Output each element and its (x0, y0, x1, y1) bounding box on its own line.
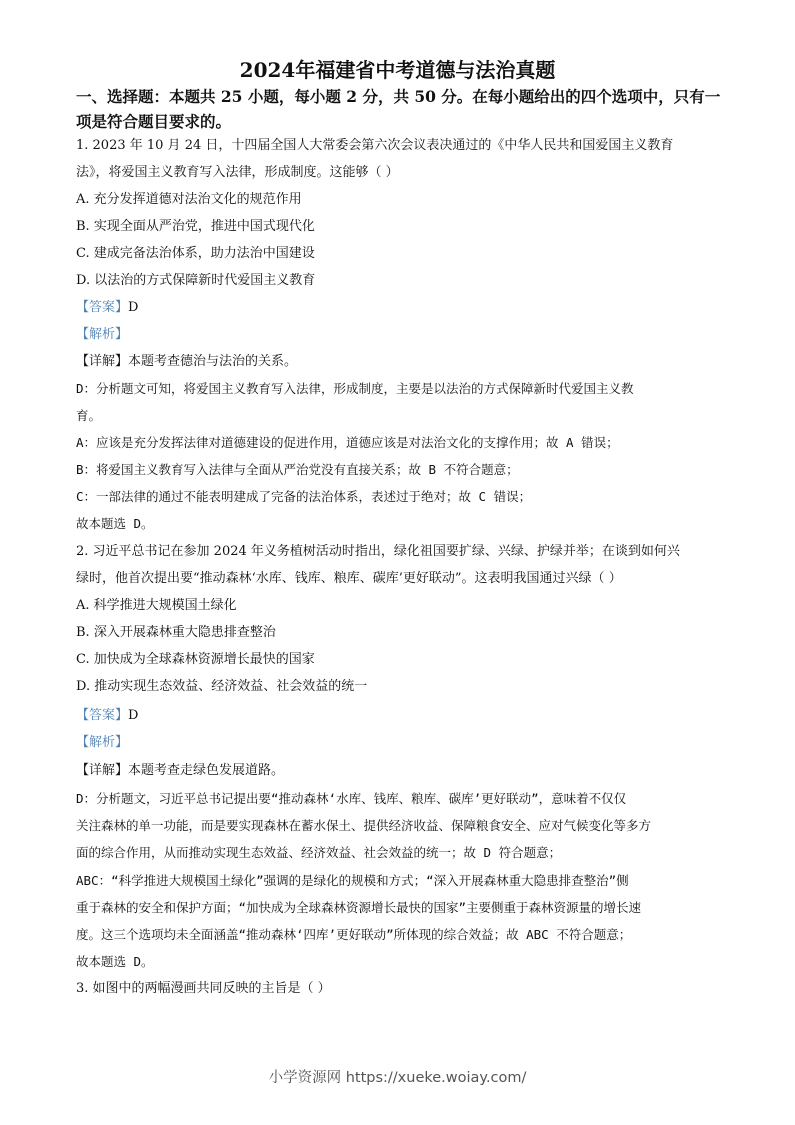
q2-explanation-line-5: 重于森林的安全和保护方面；“加快成为全球森林资源增长最快的国家”主要侧重于森林资源量的增长速 (76, 900, 642, 915)
section-heading-line-1: 一、选择题：本题共 25 小题，每小题 2 分，共 50 分。在每小题给出的四个选项中，只有一 (76, 87, 721, 106)
q1-stem-line-2: 法》，将爱国主义教育写入法律，形成制度。这能够（ ） (76, 165, 399, 180)
q1-option-c: C. 建成完备法治体系，助力法治中国建设 (76, 246, 315, 261)
document-title: 2024年福建省中考道德与法治真题 (239, 58, 556, 82)
q2-analysis-tag: 【解析】 (76, 735, 129, 750)
q3-stem-line-1: 3. 如图中的两幅漫画共同反映的主旨是（ ） (76, 981, 331, 996)
q1-explanation-line-2: 育。 (76, 408, 102, 423)
q2-option-b: B. 深入开展森林重大隐患排查整治 (76, 625, 276, 640)
detail-tag: 【详解】 (76, 763, 129, 778)
q2-answer (76, 707, 736, 725)
q1-answer (76, 299, 736, 317)
q2-explanation-line-1: D：分析题文，习近平总书记提出要“推动森林‘水库、钱库、粮库、碳库’更好联动”，意味着不仅仅 (76, 791, 627, 806)
q1-option-b: B. 实现全面从严治党，推进中国式现代化 (76, 219, 315, 234)
section-heading-line-2: 项是符合题目要求的。 (76, 112, 232, 131)
detail-intro: 本题考查走绿色发展道路。 (128, 763, 285, 778)
q2-explanation-line-4: ABC：“科学推进大规模国土绿化”强调的是绿化的规模和方式；“深入开展森林重大隐患排查整治”侧 (76, 873, 629, 888)
q2-option-d: D. 推动实现生态效益、经济效益、社会效益的统一 (76, 679, 368, 694)
detail-tag: 【详解】 (76, 354, 129, 369)
detail-intro: 本题考查德治与法治的关系。 (128, 354, 298, 369)
q2-option-c: C. 加快成为全球森林资源增长最快的国家 (76, 652, 315, 667)
q2-explanation-line-7: 故本题选 D。 (76, 954, 154, 969)
q1-option-d: D. 以法治的方式保障新时代爱国主义教育 (76, 273, 316, 288)
answer-tag: 【答案】 (76, 708, 129, 723)
footer-watermark: 小学资源网 https://xueke.woiay.com/ (268, 1070, 527, 1086)
q2-stem-line-1: 2. 习近平总书记在参加 2024 年义务植树活动时指出，绿化祖国要扩绿、兴绿、护绿并举；在谈到如何兴 (76, 544, 680, 559)
q1-option-a: A. 充分发挥道德对法治文化的规范作用 (76, 192, 302, 207)
q2-explanation-line-6: 度。这三个选项均未全面涵盖“推动森林‘四库’更好联动”所体现的综合效益；故 ABC 不符合题意； (76, 927, 632, 942)
q1-explanation-line-1: D：分析题文可知，将爱国主义教育写入法律，形成制度，主要是以法治的方式保障新时代爱国主义教 (76, 381, 634, 396)
q1-analysis-tag: 【解析】 (76, 327, 129, 342)
answer-value: D (128, 300, 139, 315)
answer-tag: 【答案】 (76, 300, 129, 315)
q2-explanation-line-3: 面的综合作用，从而推动实现生态效益、经济效益、社会效益的统一；故 D 符合题意； (76, 845, 562, 860)
q1-explanation-line-3: A：应该是充分发挥法律对道德建设的促进作用，道德应该是对法治文化的支撑作用；故 A 错误； (76, 435, 619, 450)
q2-detail (76, 762, 736, 780)
q1-explanation-line-5: C：一部法律的通过不能表明建成了完备的法治体系，表述过于绝对；故 C 错误； (76, 489, 532, 504)
q2-stem-line-2: 绿时，他首次提出要“推动森林‘水库、钱库、粮库、碳库’更好联动”。这表明我国通过兴绿（ ） (76, 571, 622, 586)
q2-option-a: A. 科学推进大规模国土绿化 (76, 598, 237, 613)
q1-explanation-line-4: B：将爱国主义教育写入法律与全面从严治党没有直接关系；故 B 不符合题意； (76, 462, 519, 477)
answer-value: D (128, 708, 139, 723)
q2-explanation-line-2: 关注森林的单一功能，而是要实现森林在蓄水保土、提供经济收益、保障粮食安全、应对气候变化等多方 (76, 818, 652, 833)
q1-stem-line-1: 1. 2023 年 10 月 24 日，十四届全国人大常委会第六次会议表决通过的《中华人民共和国爱国主义教育 (76, 138, 674, 153)
q1-explanation-line-6: 故本题选 D。 (76, 516, 154, 531)
q1-detail (76, 353, 736, 371)
